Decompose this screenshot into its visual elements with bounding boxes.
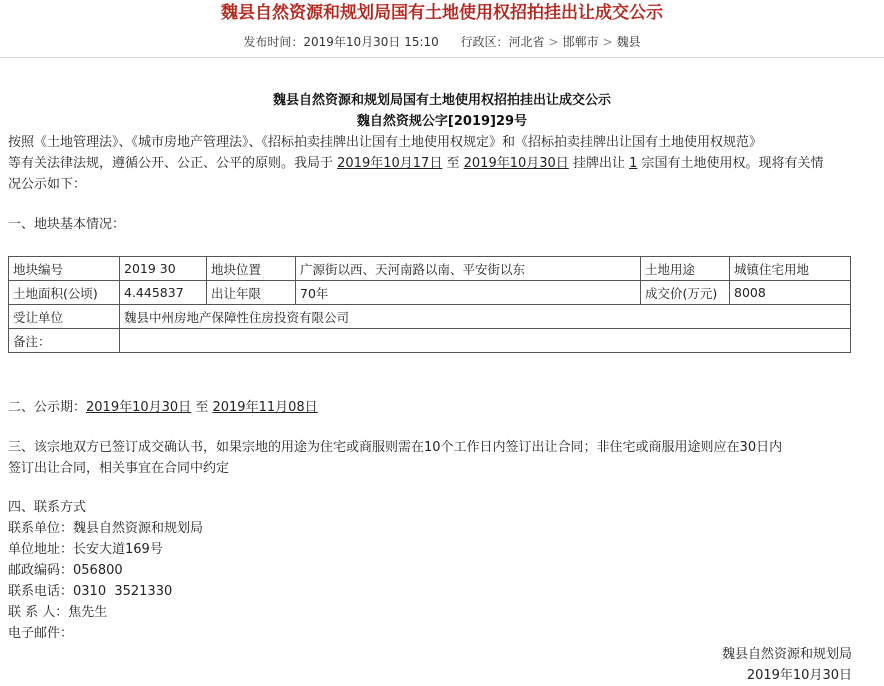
parcel-no: 2019 30 [120,257,207,281]
grantee: 魏县中州房地产保障性住房投资有限公司 [120,305,851,329]
intro-line-1: 按照《土地管理法》、《城市房地产管理法》、《招标拍卖挂牌出让国有土地使用权规定》和《招标拍卖挂牌出让国有土地使用权规范》 [8,135,763,150]
contact-phone: 联系电话：0310 3521330 [8,584,173,599]
price-label: 成交价(万元) [641,281,730,305]
remark [120,329,851,353]
grantee-label: 受让单位 [9,305,120,329]
period-start: 2019年10月30日 [86,400,192,415]
contact-postcode: 邮政编码：056800 [8,563,123,578]
table-row [9,305,851,329]
parcel-count: 1 [629,156,638,171]
region-county-link[interactable]: 魏县 [616,35,641,49]
end-date: 2019年10月30日 [463,156,569,171]
intro-line-2: 等有关法律法规，遵循公开、公正、公平的原则。我局于 2019年10月17日 至 2019年10月30日 挂牌出让 1 宗国有土地使用权。现将有关情 [8,156,824,171]
period-end: 2019年11月08日 [212,400,318,415]
table-row [9,281,851,305]
parcel-no-label: 地块编号 [9,257,120,281]
publish-time-label: 发布时间： [243,35,304,49]
contact-person: 联 系 人：焦先生 [8,605,108,620]
table-row [9,257,851,281]
document-number: 魏自然资规公字[2019]29号 [356,114,528,129]
section-3: 三、该宗地双方已签订成交确认书，如果宗地的用途为住宅或商服则需在10个工作日内签订出让合同；非住宅或商服用途则应在30日内 签订出让合同，相关事宜在合同中约定 [8,440,783,476]
contact-email: 电子邮件： [8,626,74,641]
signature-date: 2019年10月30日 [746,668,852,683]
parcel-table [8,256,851,353]
publish-time: 2019年10月30日 15:10 [303,35,439,49]
remark-label: 备注： [9,329,120,353]
chevron-right-icon: > [602,35,613,49]
document-heading: 魏县自然资源和规划局国有土地使用权招拍挂出让成交公示 [272,93,611,108]
location-label: 地块位置 [207,257,296,281]
use: 城镇住宅用地 [730,257,851,281]
area: 4.445837 [120,281,207,305]
header-divider [0,57,884,58]
table-row [9,329,851,353]
contact-title: 四、联系方式 [8,500,87,515]
term-label: 出让年限 [207,281,296,305]
signature-org: 魏县自然资源和规划局 [721,647,852,662]
contact-address: 单位地址：长安大道169号 [8,542,163,557]
region-label: 行政区： [460,35,509,49]
meta-bar [0,33,884,51]
chevron-right-icon: > [548,35,559,49]
location: 广源街以西、天河南路以南、平安街以东 [296,257,641,281]
contact-unit: 联系单位：魏县自然资源和规划局 [8,521,204,536]
price: 8008 [730,281,851,305]
area-label: 土地面积(公顷) [9,281,120,305]
region-province-link[interactable]: 河北省 [508,35,545,49]
start-date: 2019年10月17日 [337,156,443,171]
region-city-link[interactable]: 邯郸市 [562,35,599,49]
page-title: 魏县自然资源和规划局国有土地使用权招拍挂出让成交公示 [221,3,663,23]
use-label: 土地用途 [641,257,730,281]
publicity-period: 二、公示期：2019年10月30日 至 2019年11月08日 [8,400,318,415]
intro-line-3: 况公示如下： [8,177,87,192]
intro-paragraph [8,132,854,195]
term: 70年 [296,281,641,305]
section-1-title: 一、地块基本情况： [8,217,126,232]
